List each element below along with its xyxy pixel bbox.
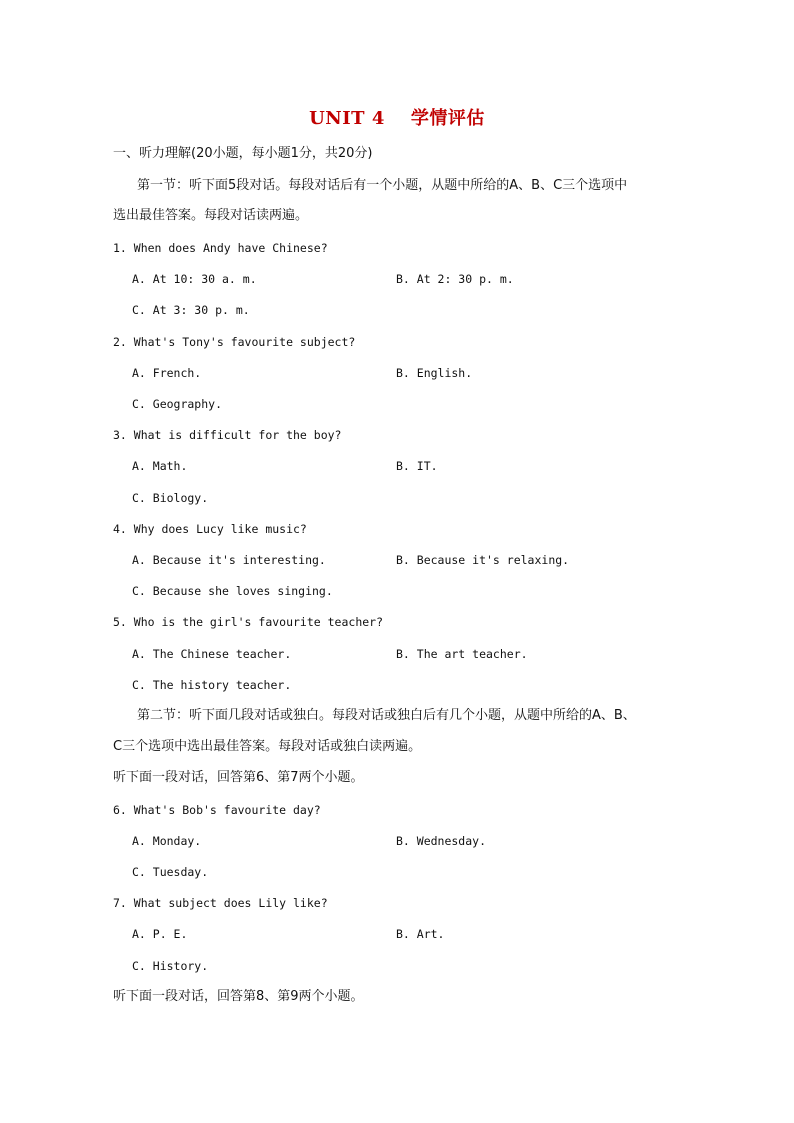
question-3: 3. What is difficult for the boy?	[113, 428, 342, 442]
question-7: 7. What subject does Lily like?	[113, 896, 328, 910]
question-3-option-b: B. IT.	[396, 459, 438, 473]
part1-instructions-line2: 选出最佳答案。每段对话读两遍。	[113, 208, 309, 223]
question-6-option-b: B. Wednesday.	[396, 834, 487, 848]
part2-instructions-line2: C三个选项中选出最佳答案。每段对话或独白读两遍。	[113, 739, 422, 754]
question-7-option-a: A. P. E.	[132, 927, 188, 941]
question-6: 6. What's Bob's favourite day?	[113, 803, 321, 817]
question-4-option-c: C. Because she loves singing.	[132, 584, 333, 598]
question-6-option-a: A. Monday.	[132, 834, 202, 848]
question-1-option-a: A. At 10: 30 a. m.	[132, 272, 257, 286]
section-heading: 一、听力理解(20小题，每小题1分，共20分)	[113, 146, 373, 161]
part1-instructions-line1: 第一节：听下面5段对话。每段对话后有一个小题，从题中所给的A、B、C三个选项中	[137, 178, 628, 193]
title-text: 学情评估	[410, 108, 485, 129]
question-5-option-c: C. The history teacher.	[132, 678, 292, 692]
question-2-option-b: B. English.	[396, 366, 473, 380]
question-7-option-b: B. Art.	[396, 927, 445, 941]
question-6-option-c: C. Tuesday.	[132, 865, 209, 879]
question-2-option-a: A. French.	[132, 366, 202, 380]
question-1-option-b: B. At 2: 30 p. m.	[396, 272, 514, 286]
question-3-option-c: C. Biology.	[132, 491, 209, 505]
question-1: 1. When does Andy have Chinese?	[113, 241, 328, 255]
question-2: 2. What's Tony's favourite subject?	[113, 335, 356, 349]
question-3-option-a: A. Math.	[132, 459, 188, 473]
question-4: 4. Why does Lucy like music?	[113, 522, 307, 536]
question-5-option-b: B. The art teacher.	[396, 647, 528, 661]
question-2-option-c: C. Geography.	[132, 397, 223, 411]
question-5-option-a: A. The Chinese teacher.	[132, 647, 292, 661]
page-title	[0, 104, 794, 130]
part2-instructions-line1: 第二节：听下面几段对话或独白。每段对话或独白后有几个小题，从题中所给的A、B、	[137, 708, 636, 723]
dialogue-note-8-9: 听下面一段对话，回答第8、第9两个小题。	[113, 989, 364, 1004]
question-5: 5. Who is the girl's favourite teacher?	[113, 615, 384, 629]
dialogue-note-6-7: 听下面一段对话，回答第6、第7两个小题。	[113, 770, 364, 785]
question-1-option-c: C. At 3: 30 p. m.	[132, 303, 250, 317]
question-4-option-b: B. Because it's relaxing.	[396, 553, 570, 567]
question-7-option-c: C. History.	[132, 959, 209, 973]
question-4-option-a: A. Because it's interesting.	[132, 553, 326, 567]
title-unit: UNIT 4	[309, 108, 385, 129]
